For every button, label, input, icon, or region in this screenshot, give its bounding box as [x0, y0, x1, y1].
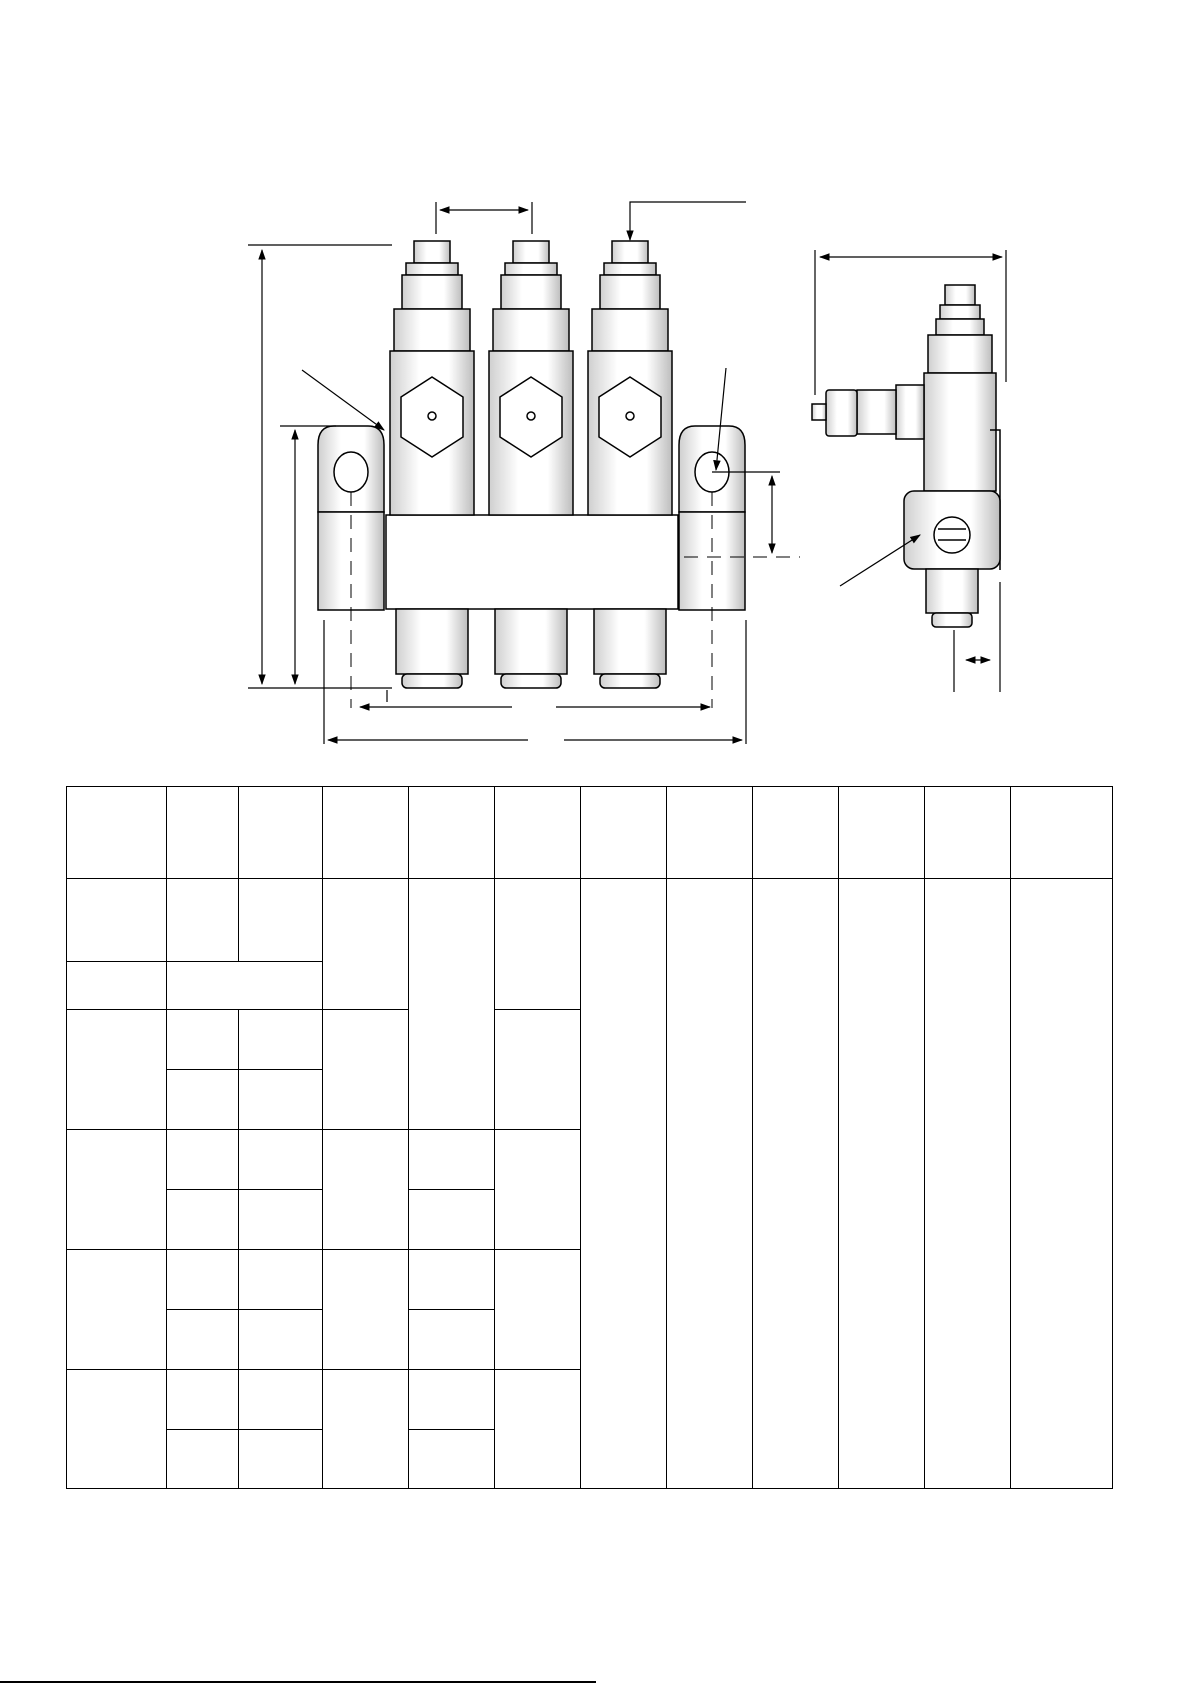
table-cell	[167, 1430, 239, 1489]
header-cell	[753, 787, 839, 879]
table-cell	[1011, 879, 1113, 1489]
table-cell	[67, 1130, 167, 1250]
table-cell	[239, 879, 323, 962]
injector-1	[390, 241, 474, 688]
injector-3	[588, 241, 672, 688]
header-cell	[239, 787, 323, 879]
table-cell	[239, 1430, 323, 1489]
table-cell	[167, 1190, 239, 1250]
header-cell	[323, 787, 409, 879]
table-cell	[167, 1370, 239, 1430]
header-cell	[581, 787, 667, 879]
table-cell	[167, 1250, 239, 1310]
table-row	[67, 879, 1113, 962]
table-cell	[323, 1250, 409, 1370]
table-cell	[409, 1370, 495, 1430]
table-cell	[581, 879, 667, 1489]
table-cell	[167, 1130, 239, 1190]
table-cell	[753, 879, 839, 1489]
table-cell	[323, 879, 409, 1010]
table-cell	[167, 1010, 239, 1070]
header-cell	[167, 787, 239, 879]
footer-rule	[0, 1681, 596, 1683]
table-cell	[409, 1430, 495, 1489]
table-cell	[409, 879, 495, 1130]
injector-2	[489, 241, 573, 688]
table-header-row	[67, 787, 1113, 879]
table-cell	[167, 1310, 239, 1370]
table-cell	[839, 879, 925, 1489]
table-cell	[409, 1190, 495, 1250]
footer-text	[620, 1678, 920, 1685]
header-cell	[667, 787, 753, 879]
table-cell	[67, 1370, 167, 1489]
table-cell	[67, 1250, 167, 1370]
table-cell	[323, 1130, 409, 1250]
table-cell	[167, 879, 239, 962]
table-cell	[495, 1010, 581, 1130]
table-cell	[495, 1250, 581, 1370]
table-cell	[667, 879, 753, 1489]
header-cell	[839, 787, 925, 879]
header-cell	[67, 787, 167, 879]
table-cell	[495, 1130, 581, 1250]
table-cell	[323, 1370, 409, 1489]
table-cell	[239, 1190, 323, 1250]
table-cell	[67, 879, 167, 962]
specification-table	[66, 786, 1113, 1489]
table-cell	[67, 1010, 167, 1130]
table-cell	[239, 1070, 323, 1130]
table-cell	[239, 1370, 323, 1430]
header-cell	[925, 787, 1011, 879]
side-view	[812, 285, 1000, 627]
table-cell	[67, 962, 167, 1010]
table-cell	[495, 1370, 581, 1489]
table-cell	[925, 879, 1011, 1489]
table-cell	[239, 1250, 323, 1310]
manifold-bar	[386, 515, 678, 609]
table-cell	[167, 1070, 239, 1130]
table-cell	[239, 1310, 323, 1370]
table-cell	[409, 1130, 495, 1190]
table-cell	[409, 1310, 495, 1370]
table-cell	[239, 1010, 323, 1070]
header-cell	[409, 787, 495, 879]
header-cell	[495, 787, 581, 879]
technical-drawing	[0, 0, 1191, 780]
table-cell	[239, 1130, 323, 1190]
table-cell	[167, 962, 323, 1010]
table-cell	[495, 879, 581, 1010]
table-cell	[323, 1010, 409, 1130]
table-cell	[409, 1250, 495, 1310]
header-cell	[1011, 787, 1113, 879]
front-view	[318, 241, 800, 708]
